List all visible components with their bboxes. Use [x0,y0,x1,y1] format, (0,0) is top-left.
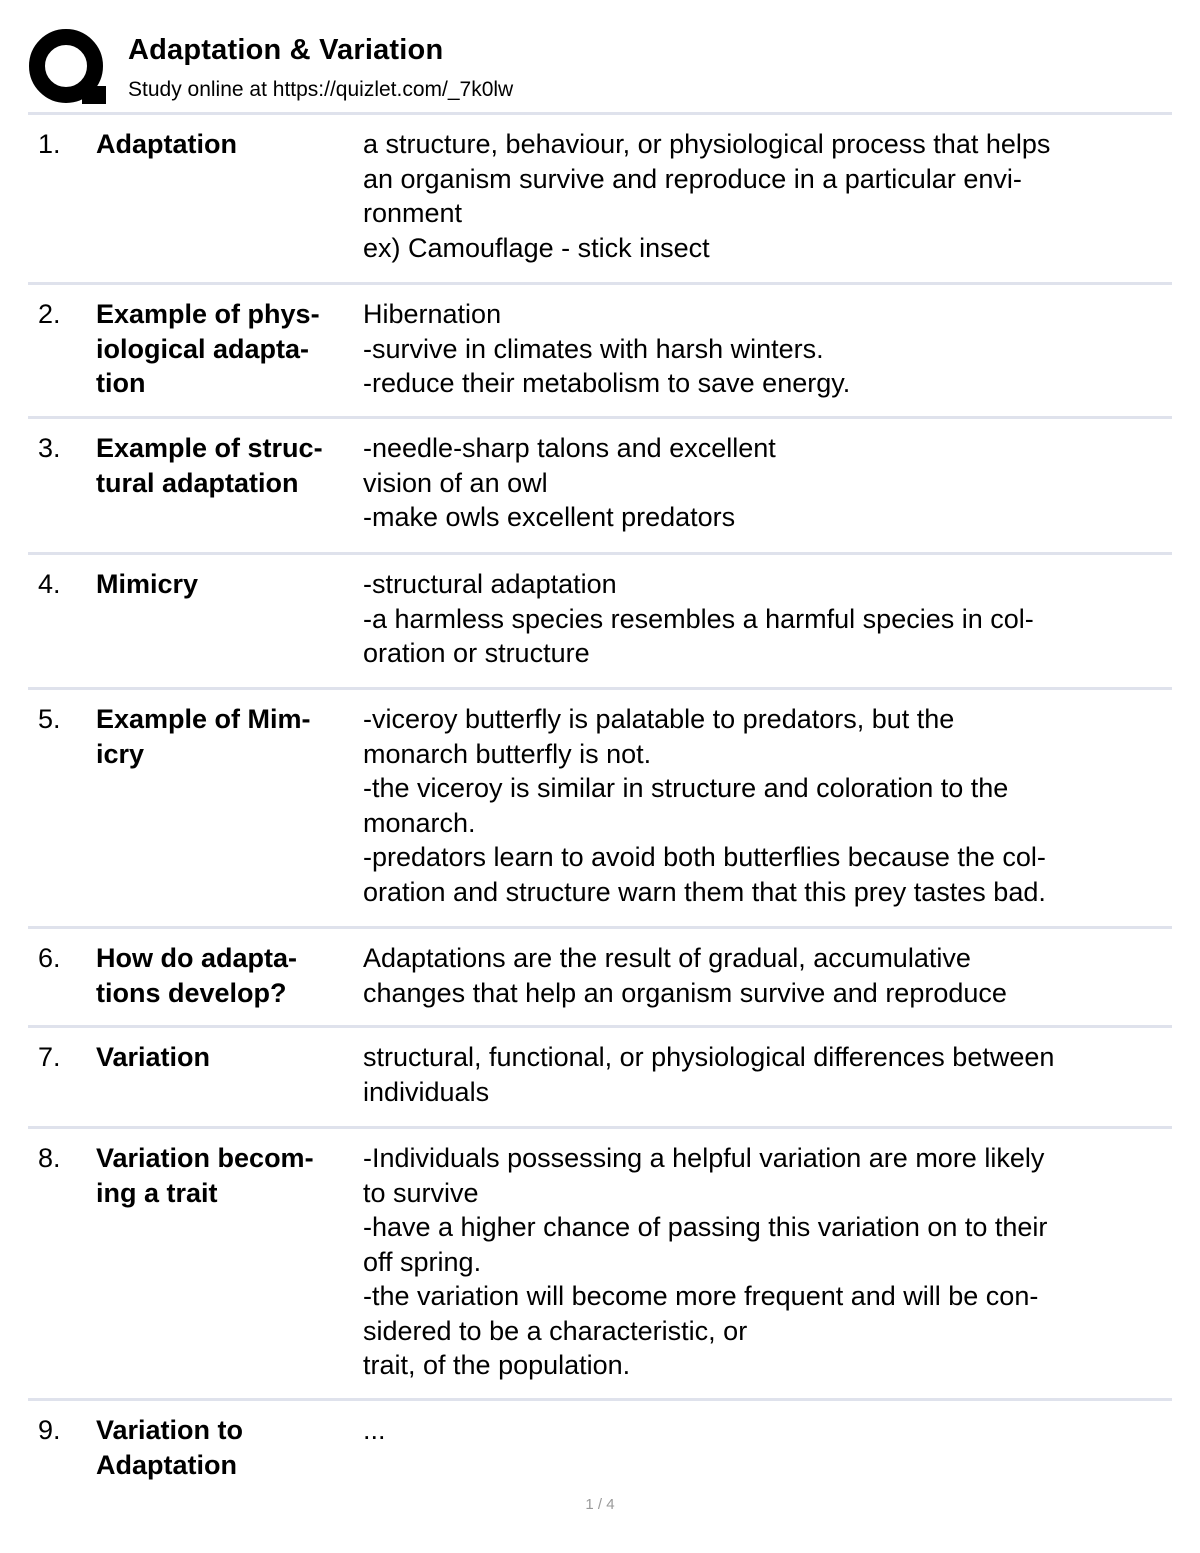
item-definition: ... [363,1415,386,1445]
list-item [28,282,1172,416]
item-term: Example of struc- tural adaptation [96,433,323,498]
item-definition: -structural adaptation -a harmless species resembles a harmful species in col- oration or structure [363,569,1034,668]
item-definition: -needle-sharp talons and excellent vision of an owl -make owls excellent predators [363,433,776,532]
document-title: Adaptation & Variation [128,34,444,66]
quizlet-q-logo [28,28,108,108]
item-term: Variation [96,1042,211,1072]
document-header [28,28,1172,108]
item-definition: Adaptations are the result of gradual, accumulative changes that help an organism survive and reproduce [363,943,1007,1008]
list-item [28,926,1172,1025]
item-number: 3. [38,433,61,463]
item-definition: -viceroy butterfly is palatable to predators, but the monarch butterfly is not. -the viceroy is similar in structure and coloration to the monarch. -predators learn to avoid both butterflies because the col- oration and structure warn them that this prey tastes bad. [363,704,1046,907]
list-item [28,112,1172,282]
study-online-link-text: Study online at https://quizlet.com/_7k0lw [128,78,514,101]
flashcard-list [28,112,1172,1493]
item-definition: Hibernation -survive in climates with harsh winters. -reduce their metabolism to save energy. [363,299,851,398]
item-term: Adaptation [96,129,237,159]
item-definition: a structure, behaviour, or physiological process that helps an organism survive and reproduce in a particular envi- ronment ex) Camouflage - stick insect [363,129,1051,263]
item-term: Example of phys- iological adapta- tion [96,299,320,398]
page-indicator: 1 / 4 [585,1496,615,1513]
list-item [28,1025,1172,1126]
item-definition: structural, functional, or physiological differences between individuals [363,1042,1055,1107]
item-number: 4. [38,569,61,599]
item-number: 1. [38,129,61,159]
list-item [28,687,1172,926]
item-number: 7. [38,1042,61,1072]
item-number: 2. [38,299,61,329]
item-term: Variation to Adaptation [96,1415,244,1480]
item-number: 8. [38,1143,61,1173]
item-term: How do adapta- tions develop? [96,943,297,1008]
list-item [28,416,1172,552]
list-item [28,552,1172,687]
item-number: 6. [38,943,61,973]
item-number: 5. [38,704,61,734]
list-item [28,1398,1172,1493]
item-definition: -Individuals possessing a helpful variation are more likely to survive -have a higher chance of passing this variation on to their off spring. -the variation will become more frequent and will be con- sidered to be a characteristic, or trait, of the population. [363,1143,1048,1380]
item-term: Variation becom- ing a trait [96,1143,314,1208]
list-item [28,1126,1172,1398]
item-term: Mimicry [96,569,199,599]
item-number: 9. [38,1415,61,1445]
item-term: Example of Mim- icry [96,704,311,769]
